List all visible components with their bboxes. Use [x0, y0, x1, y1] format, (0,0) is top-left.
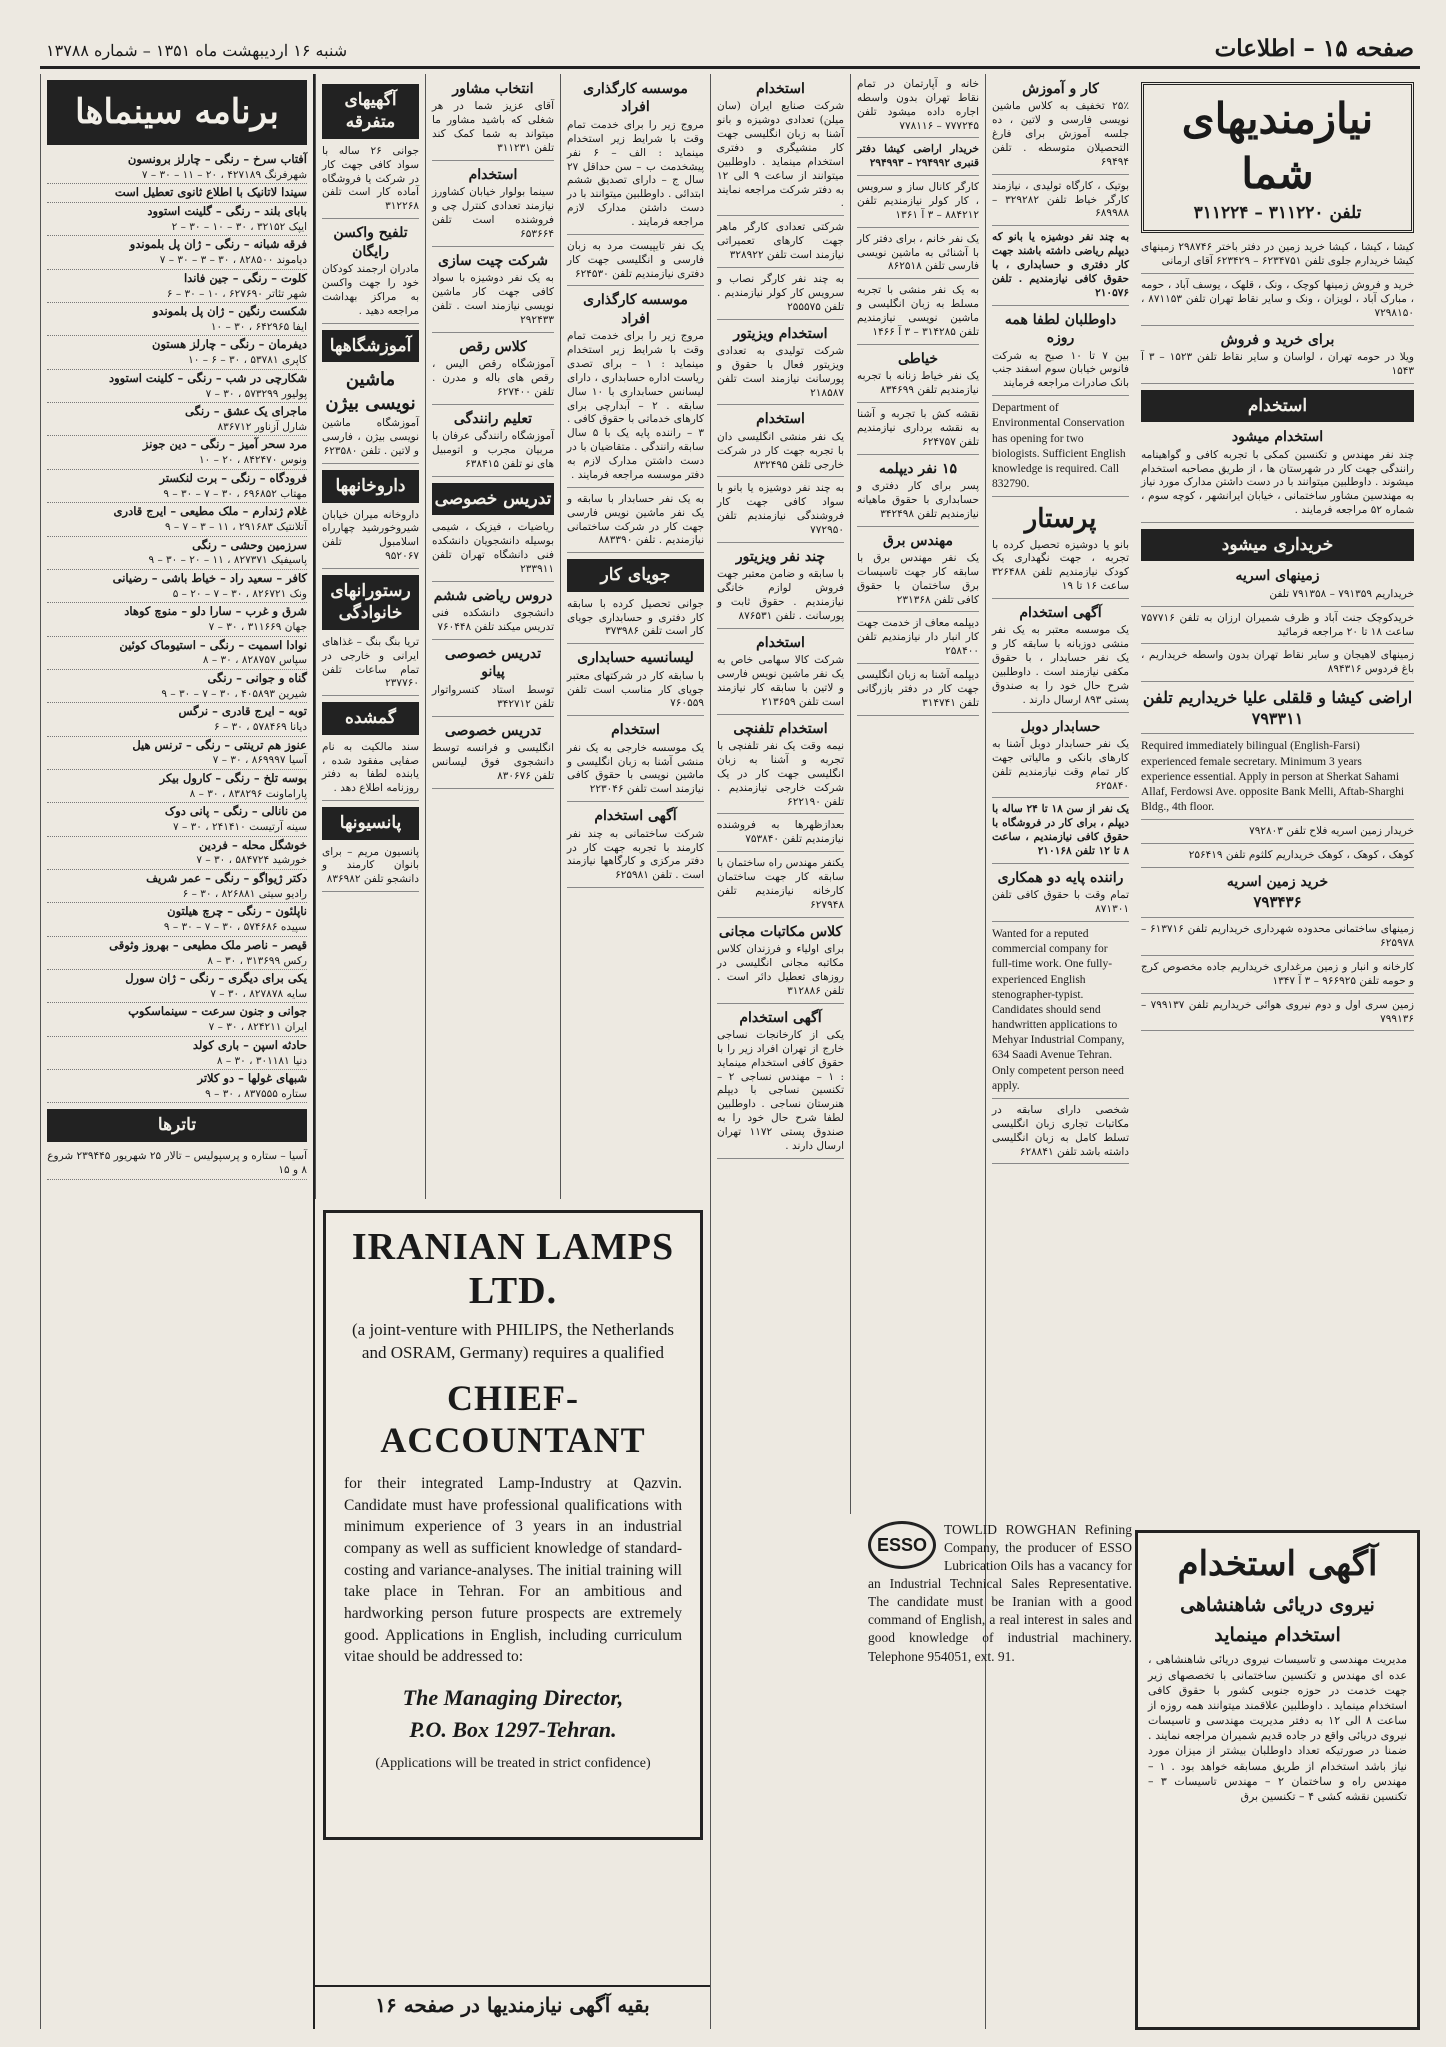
cinema-listing	[47, 236, 307, 269]
cinema-listing	[47, 1003, 307, 1036]
cinema-film-title: بابای بلند – رنگی – گلینت استوود	[147, 204, 307, 219]
ad-item: به چند نفر دوشیزه یا بانو با سواد کافی جهت کار فروشندگی نیازمندیم تلفن ۷۷۲۹۵۰	[717, 482, 844, 542]
column-3	[850, 74, 985, 1514]
column-4	[710, 74, 850, 2029]
section-banner-lost: گمشده	[322, 702, 419, 734]
cinema-listing	[47, 803, 307, 836]
cinema-listing	[47, 870, 307, 903]
ad-item: موسسه کارگذاری افراد مروج زیر را برای خدمت تمام وقت با شرایط زیر استخدام مینماید : الف – ۶ نفر پیشخدمت ب – سن حداقل ۲۷ سال ج – دارای تصدیق ششم ابتدائی . داوطلبین میتوانند با در دست داشتن مدارک لازم مراجعه فرمایند .	[567, 80, 704, 235]
section-banner-pensions: پانسیونها	[322, 807, 419, 839]
cinema-film-title: قیصر – ناصر ملک مطیعی – بهروز وثوقی	[109, 937, 307, 952]
ad-item: زمینهای اسریه خریداریم ۷۹۱۳۵۹ – ۷۹۱۳۵۸ تلفن	[1141, 567, 1414, 606]
ad-item: راننده پایه دو همکاری تمام وقت با حقوق کافی تلفن ۸۷۱۳۰۱	[992, 869, 1129, 922]
cinema-showtimes: رادیو سیتی ۸۲۶۸۸۱ ، ۳۰ – ۶	[182, 887, 307, 900]
page-section-title: صفحه ۱۵ – اطلاعات	[1214, 35, 1414, 62]
cinema-listing	[47, 770, 307, 803]
navy-hiring-ad	[1135, 1530, 1420, 2030]
issue-date: شنبه ۱۶ اردیبهشت ماه ۱۳۵۱ – شماره ۱۳۷۸۸	[46, 41, 348, 60]
cinema-listing	[47, 637, 307, 670]
ad-item: شرکتی تعدادی کارگر ماهر جهت کارهای تعمیراتی نیازمند است تلفن ۳۲۸۹۲۲	[717, 221, 844, 268]
ad-item: اراضی کیشا و قلقلی علیا خریداریم تلفن ۷۹۳۳۱۱	[1141, 687, 1414, 734]
cinema-showtimes: پاراماونت ۸۳۸۲۹۶ ، ۳۰ – ۸	[189, 787, 307, 800]
cinema-listing	[47, 670, 307, 703]
cinema-film-title: آفتاب سرخ – رنگی – چارلز برونسون	[127, 151, 307, 166]
lamps-note: (Applications will be treated in strict confidence)	[375, 1755, 651, 1771]
ad-item: شخصی دارای سابقه در مکاتبات تجاری زبان انگلیسی تسلط کامل به زبان انگلیسی داشته باشد تلفن ۶۲۸۸۴۱	[992, 1104, 1129, 1164]
ad-item: بوتیک ، کارگاه تولیدی ، نیازمند کارگر خیاط تلفن ۳۲۹۲۸۲ – ۶۸۹۹۸۸	[992, 180, 1129, 227]
cinema-film-title: ناپلئون – رنگی – چرچ هیلتون	[167, 904, 307, 919]
ad-item: کوهک ، کوهک ، کوهک خریداریم کلثوم تلفن ۲۵۶۴۱۹	[1141, 849, 1414, 868]
cinema-listing	[47, 837, 307, 870]
theatre-listing: آسیا – ستاره و پرسپولیس – تالار ۲۵ شهریور ۲۳۹۴۴۵ شروع ۸ و ۱۵	[47, 1148, 307, 1180]
cinema-showtimes: سینه آرتیست ۲۴۱۴۱۰ ، ۳۰ – ۷	[173, 821, 307, 834]
masthead-title: نیازمندیهای شما	[1181, 94, 1374, 199]
page-header	[40, 20, 1420, 69]
ad-item: استخدام شرکت کالا سهامی خاص به یک نفر ماشین نویس فارسی و لاتین با سابقه کار نیازمند است تلفن ۲۱۳۶۵۹	[717, 634, 844, 715]
ad-item: یکنفر مهندس راه ساختمان با سابقه کار جهت ساختمان کارخانه نیازمندیم تلفن ۶۲۷۹۴۸	[717, 857, 844, 917]
cinema-film-title: من نانالی – رنگی – پانی دوک	[164, 804, 307, 819]
cinema-showtimes: آسیا ۸۶۹۹۹۷ ، ۳۰ – ۷	[212, 754, 307, 767]
ad-item: مهندس برق یک نفر مهندس برق با سابقه کار جهت تاسیسات برق ساختمان با حقوق کافی تلفن ۲۳۱۳۶۸	[857, 532, 979, 613]
ad-item: زمینهای لاهیجان و سایر نقاط تهران بدون واسطه خریداریم ، باغ فردوس ۸۹۴۳۱۶	[1141, 649, 1414, 682]
cinema-showtimes: دیاموند ۸۲۸۵۰۰ ، ۳۰ – ۳ – ۳۰ – ۷	[159, 254, 307, 267]
ad-item: خریدار زمین اسریه فلاح تلفن ۷۹۲۸۰۳	[1141, 825, 1414, 844]
ad-item: ۱۵ نفر دیپلمه پسر برای کار دفتری و حسابداری با حقوق ماهیانه نیازمندیم تلفن ۳۴۲۴۹۸	[857, 460, 979, 527]
column-2	[985, 74, 1135, 2029]
lamps-description: for their integrated Lamp-Industry at Qazvin. Candidate must have professional qualifications with minimum experience of 3 years in an industrial company as well as sufficient knowledge of standard-costing and variance-analyses. The initial training will take place in Tehran. For an ambitious and hardworking person future prospects are extremely good. Applications in English, including curriculum vitae should be addressed to:	[344, 1474, 682, 1666]
ad-item: تلفیح واکسن رایگان مادران ارجمند کودکان خود را جهت واکسن به مراکز بهداشت مراجعه دهید .	[322, 224, 419, 323]
section-banner-schools: آموزشگاهها	[322, 330, 419, 362]
ad-item: یک نفر خانم ، برای دفتر کار با آشنائی به ماشین نویسی فارسی تلفن ۸۶۲۵۱۸	[857, 233, 979, 280]
cinema-listing	[47, 570, 307, 603]
ad-item-english: Department of Environmental Conservation has opening for two biologists. Sufficient English knowledge is required. Call 832790.	[992, 401, 1129, 497]
column-6	[425, 74, 560, 1199]
cinema-listing	[47, 703, 307, 736]
ad-item: کیشا ، کیشا ، کیشا خرید زمین در دفتر باختر ۲۹۸۷۴۶ زمینهای کیشا خریدارم جلوی تلفن ۶۲۳۴۷۵۱ – ۶۲۳۴۲۹ آقای ارمانی	[1141, 241, 1414, 274]
section-banner-private-tutoring: تدریس خصوصی	[432, 483, 554, 515]
cinema-listing	[47, 184, 307, 203]
ad-item: استخدام یک موسسه خارجی به یک نفر منشی آشنا به زبان انگلیسی و ماشین نویسی با حقوق کافی نیازمند است تلفن ۲۲۳۰۴۶	[567, 721, 704, 802]
cinema-film-title: بوسه تلخ – رنگی – کارول بیکر	[159, 770, 307, 785]
ad-item: آگهی استخدام یک موسسه معتبر به یک نفر منشی دوزبانه با سابقه کار و یک نفر حسابدار ، با حقوق مکفی نیازمند است . داوطلبین شرح حال خود را به صندوق پستی ۸۹۳ ارسال دارند .	[992, 604, 1129, 713]
cinema-film-title: نوادا اسمیت – رنگی – استیوماک کوئین	[119, 637, 307, 652]
cinema-listing	[47, 436, 307, 469]
cinema-listing	[47, 370, 307, 403]
ad-item: تعلیم رانندگی آموزشگاه رانندگی عرفان با مربیان مجرب و اتومبیل های نو تلفن ۶۳۸۴۱۵	[432, 410, 554, 477]
ad-item: کارگر کانال ساز و سرویس ، کار کولر نیازمندیم تلفن ۸۸۴۲۱۲ – ۳ آ ۱۳۶۱	[857, 181, 979, 228]
cinema-showtimes: شهر تئاتر ۶۲۷۶۹۰ ، ۱۰ – ۳۰ – ۶	[166, 287, 307, 300]
cinema-listing	[47, 503, 307, 536]
cinema-listing	[47, 151, 307, 184]
ad-item: استخدام شرکت صنایع ایران (سان میلن) تعدادی دوشیزه و بانو آشنا به زبان انگلیسی جهت کار منشیگری و دفتری استخدام مینماید . داوطلبین میتوانند از ساعت ۹ الی ۱۲ به دفتر شرکت مراجعه نمایند .	[717, 80, 844, 216]
continued-note: بقیه آگهی نیازمندیها در صفحه ۱۶	[315, 1985, 710, 2025]
cinema-showtimes: سپیده ۵۷۴۶۸۶ ، ۳۰ – ۷ – ۳۰ – ۹	[163, 921, 307, 934]
ad-item: تدریس خصوصی پیانو توسط استاد کنسرواتوار تلفن ۳۴۲۷۱۲	[432, 645, 554, 717]
cinema-listing	[47, 1070, 307, 1103]
cinema-film-title: سیندا لاتانیک با اطلاع ثانوی تعطیل است	[114, 185, 307, 200]
cinema-film-title: دیفرمان – رنگی – چارلز هستون	[152, 337, 307, 352]
cinema-film-title: ماجرای یک عشق – رنگی	[185, 404, 307, 419]
cinema-showtimes: ایران ۸۲۴۲۱۱ ، ۳۰ – ۷	[208, 1021, 307, 1034]
ad-item: خریدار اراضی کیشا دفتر قنبری ۲۹۴۹۹۲ – ۲۹۴۹۹۳	[857, 143, 979, 176]
cinema-listing	[47, 737, 307, 770]
ad-item-english: Required immediately bilingual (English-Farsi) experienced female secretary. Minimum 3 years experience essential. Apply in person at Sherkat Sahami Allaf, Ferdowsi Ave. opposite Bank Melli, Aftab-Sharghi Bldg., 4th floor.	[1141, 739, 1414, 820]
cinema-film-title: غلام ژندارم – ملک مطیعی – ایرج قادری	[113, 504, 307, 519]
cinema-program-column	[40, 74, 315, 2029]
cinema-film-title: دکتر ژیواگو – رنگی – عمر شریف	[146, 870, 307, 885]
ad-item-english: Wanted for a reputed commercial company for full-time work. One fully-experienced English stenographer-typist. Candidates should send handwritten applications to Mehyar Industrial Company, 634 Saadi Avenue Tehran. Only competent person need apply.	[992, 927, 1129, 1099]
ad-item: آگهی استخدام یکی از کارخانجات نساجی خارج از تهران افراد زیر را با حقوق کافی استخدام مینماید : ۱ – مهندس نساجی ۲ – تکنسین نساجی با دیپلم هنرستان نساجی . داوطلبین لطفا شرح حال خود را به صندوق پستی ۱۱۷۲ تهران ارسال دارند .	[717, 1009, 844, 1159]
cinema-film-title: شبهای غولها – دو کلاتر	[197, 1071, 307, 1086]
cinema-showtimes: خورشید ۵۸۴۷۲۴ ، ۳۰ – ۷	[196, 854, 307, 867]
ad-item: دیپلمه معاف از خدمت جهت کار انبار دار نیازمندیم تلفن ۲۵۸۴۰۰	[857, 617, 979, 664]
cinema-listing	[47, 303, 307, 336]
ad-item: داروخانه میران خیابان شیروخورشید چهارراه اسلامبول تلفن ۹۵۲۰۶۷	[322, 509, 419, 569]
cinema-program-title: برنامه سینماها	[47, 80, 307, 145]
ad-item: داوطلبان لطفا همه روزه بین ۷ تا ۱۰ صبح به شرکت فانوس خیابان سوم اسفند جنب بانک صادرات مراجعه فرمایند	[992, 311, 1129, 397]
ad-item: موسسه کارگذاری افراد مروج زیر را برای خدمت تمام وقت با شرایط زیر استخدام مینماید : ۱ – برای تصدی ریاست اداره حسابداری ، دارای لیسانس حسابداری با ۱۰ سال سابقه . ۲ – آبدارچی برای کارهای خدماتی با حقوق کافی . ۳ – راننده پایه یک با ۵ سال سابقه رانندگی . متقاضیان با در دست داشتن مدارک لازم به دفتر موسسه مراجعه فرمایند .	[567, 291, 704, 487]
cinema-listing	[47, 1037, 307, 1070]
cinema-film-title: فرقه شبانه – رنگی – ژان پل بلموندو	[129, 237, 307, 252]
lamps-address-1: The Managing Director,	[402, 1685, 624, 1711]
iranian-lamps-ad	[323, 1210, 703, 1840]
cinema-showtimes: ونک ۸۲۶۷۲۱ ، ۳۰ – ۷ – ۲۰ – ۵	[172, 587, 307, 600]
cinema-showtimes: ستاره ۸۳۷۵۵۵ ، ۳۰ – ۹	[205, 1087, 307, 1100]
cinema-showtimes: رکس ۳۱۳۶۹۹ ، ۳۰ – ۸	[207, 954, 307, 967]
ad-item: به یک نفر حسابدار با سابقه و یک نفر ماشین نویس فارسی جهت کار در شرکت ساختمانی نیازمندیم . تلفن ۸۸۳۳۹۰	[567, 493, 704, 553]
ad-item: خریدکوچک جنت آباد و ظرف شمیران ارزان به تلفن ۷۵۷۷۱۶ ساعت ۱۸ تا ۲۰ مراجعه فرمائید	[1141, 612, 1414, 645]
cinema-showtimes: شیرین ۴۰۵۸۹۳ ، ۳۰ – ۷ – ۳۰ – ۹	[161, 687, 307, 700]
cinema-film-title: توبه – ایرج قادری – نرگس	[178, 704, 307, 719]
cinema-film-title: شکارچی در شب – رنگی – کلینت استوود	[109, 370, 307, 385]
ad-item: دیپلمه آشنا به زبان انگلیسی جهت کار در دفتر بازرگانی تلفن ۳۱۴۷۴۱	[857, 669, 979, 716]
cinema-showtimes: مهتاب ۶۹۶۸۵۲ ، ۳۰ – ۷ – ۳۰ – ۹	[163, 487, 307, 500]
cinema-listing	[47, 537, 307, 570]
cinema-film-title: شکست رنگین – ژان پل بلموندو	[152, 304, 307, 319]
column-5	[560, 74, 710, 1199]
cinema-showtimes: شارل آزناور ۸۳۶۷۱۲	[217, 421, 307, 433]
cinema-showtimes: کاپری ۵۳۷۸۱ ، ۳۰ – ۶ – ۱۰	[188, 354, 307, 367]
ad-item: استخدام سینما بولوار خیابان کشاورز نیازمند تعدادی کنترل چی و فروشنده است تلفن ۶۵۳۶۶۴	[432, 166, 554, 247]
cinema-film-title: فرودگاه – رنگی – برت لنکستر	[159, 470, 307, 485]
theatre-title: تاترها	[47, 1109, 307, 1141]
section-banner-misc: آگهیهای متفرقه	[322, 84, 419, 139]
ad-item: تریا بنگ بنگ – غذاهای ایرانی و خارجی در تمام ساعات تلفن ۲۳۷۷۶۰	[322, 636, 419, 696]
classifieds-masthead	[1141, 82, 1414, 233]
section-banner-buying: خریداری میشود	[1141, 529, 1414, 561]
ad-item: سند مالکیت به نام صفایی مفقود شده ، یابنده لطفا به دفتر روزنامه اطلاع دهد .	[322, 741, 419, 801]
navy-subtitle-2: استخدام مینماید	[1214, 1624, 1341, 1647]
ad-item: ماشین نویسی بیژن آموزشگاه ماشین نویسی بیژن ، فارسی و لاتین . تلفن ۶۲۳۵۸۰	[322, 368, 419, 464]
cinema-film-title: گناه و جوانی – رنگی	[207, 670, 307, 685]
masthead-phones: تلفن ۳۱۱۲۲۰ – ۳۱۱۲۲۴	[1193, 202, 1362, 223]
ad-item: استخدام ویزیتور شرکت تولیدی به تعدادی ویزیتور فعال با حقوق و پورسانت نیازمند است تلفن ۲۱۸۵۸۷	[717, 325, 844, 406]
ad-item: شرکت چیت سازی به یک نفر دوشیزه با سواد کافی جهت کار ماشین نویسی نیازمند است . تلفن ۲۹۲۴۳۳	[432, 252, 554, 333]
cinema-film-title: کلوت – رنگی – جین فاندا	[183, 270, 307, 285]
ad-item: ریاضیات ، فیزیک ، شیمی بوسیله دانشجویان دانشکده فنی دانشگاه تهران تلفن ۲۳۳۹۱۱	[432, 521, 554, 581]
esso-logo-icon: ESSO	[868, 1521, 936, 1569]
cinema-listing	[47, 970, 307, 1003]
ad-item: کار و آموزش ۲۵٪ تخفیف به کلاس ماشین نویسی فارسی و لاتین ، ده جلسه آموزش برای فارغ التحصیلان متوسطه . تلفن ۶۹۴۹۴	[992, 80, 1129, 175]
cinema-film-title: خوشگل محله – فردین	[199, 837, 307, 852]
lamps-jv: (a joint-venture with PHILIPS, the Netherlands and OSRAM, Germany) requires a qualified	[352, 1320, 674, 1362]
column-7	[315, 74, 425, 1199]
ad-item: برای خرید و فروش ویلا در حومه تهران ، لواسان و سایر نقاط تلفن ۱۵۲۳ – ۳ آ ۱۵۴۳	[1141, 331, 1414, 384]
navy-body: مدیریت مهندسی و تاسیسات نیروی دریائی شاهنشاهی ، عده ای مهندس و تکنسین ساختمانی با تخصصهای زیر جهت خدمت در حوزه جنوبی کشور با حقوق کافی استخدام مینماید . داوطلبین علاقمند میتوانند همه روزه از ساعت ۸ الی ۱۲ به دفتر مدیریت مهندسی و تاسیسات نیروی دریائی واقع در جاده قدیم شمیران مراجعه نمایند . ضمنا در صورتیکه تعداد داوطلبان بیشتر از میزان مورد نیاز باشد استخدام از طریق مسابقه خواهد بود . ۱ – مهندس راه و ساختمان ۲ – مهندس تاسیسات ۳ – تکنسین نقشه کشی ۴ – تکنسین برق	[1148, 1653, 1407, 1803]
ad-item: حسابدار دوبل یک نفر حسابدار دوبل آشنا به کارهای بانکی و مالیاتی جهت کار تمام وقت نیازمندیم تلفن ۶۲۵۸۴۰	[992, 718, 1129, 799]
ad-item: خرید زمین اسریه ۷۹۳۴۳۶	[1141, 873, 1414, 918]
cinema-showtimes: ایفا ۶۴۲۹۶۵ ، ۳۰ – ۱۰	[210, 320, 307, 333]
ad-item: خانه و آپارتمان در تمام نقاط تهران بدون واسطه اجاره داده میشود تلفن ۷۷۷۲۴۵ – ۷۷۸۱۱۶	[857, 78, 979, 138]
cinema-showtimes: پاسیفیک ۸۲۷۳۷۱ ، ۱۱ – ۲۰ – ۳۰ – ۹	[148, 554, 307, 567]
ad-item: بعدازظهرها به فروشنده نیازمندیم تلفن ۷۵۳۸۴۰	[717, 819, 844, 852]
cinema-listing	[47, 403, 307, 436]
ad-item: جوانی تحصیل کرده با سابقه کار دفتری و حسابداری جویای کار است تلفن ۳۷۳۹۸۶	[567, 598, 704, 645]
cinema-listing	[47, 203, 307, 236]
ad-item: یک نفر از سن ۱۸ تا ۲۴ ساله با دیپلم ، برای کار در فروشگاه با حقوق کافی نیازمندیم ، ساعت ۸ تا ۱۲ تلفن ۲۱۰۱۶۸	[992, 803, 1129, 863]
cinema-listing	[47, 903, 307, 936]
ad-item: خیاطی یک نفر خیاط زنانه با تجربه نیازمندیم تلفن ۸۳۴۶۹۹	[857, 350, 979, 403]
cinema-showtimes: جهان ۳۱۱۶۶۹ ، ۳۰ – ۷	[208, 621, 307, 634]
ad-item: به یک نفر منشی با تجربه مسلط به زبان انگلیسی و ماشین نویسی نیازمندیم تلفن ۳۱۴۲۸۵ – ۳ آ ۱۴۶۶	[857, 284, 979, 344]
cinema-listing	[47, 937, 307, 970]
cinema-showtimes: دیانا ۵۷۸۴۶۹ ، ۳۰ – ۶	[213, 721, 307, 734]
ad-item: زمینهای ساختمانی محدوده شهرداری خریداریم تلفن ۶۱۳۷۱۶ – ۶۲۵۹۷۸	[1141, 923, 1414, 956]
cinema-film-title: حادثه اسپن – باری کولد	[192, 1037, 307, 1052]
ad-item: لیسانسیه حسابداری با سابقه کار در شرکتهای معتبر جویای کار مناسب است تلفن ۷۶۰۵۵۹	[567, 649, 704, 716]
section-banner-job-seekers: جویای کار	[567, 559, 704, 591]
cinema-film-title: مرد سحر آمیز – رنگی – دین جونز	[142, 437, 307, 452]
cinema-film-title: عنوز هم ترینتی – رنگی – ترنس هیل	[132, 737, 307, 752]
ad-item: به چند نفر کارگر نصاب و سرویس کار کولر نیازمندیم . تلفن ۲۵۵۵۷۵	[717, 273, 844, 320]
cinema-showtimes: آتلانتیک ۲۹۱۶۸۳ ، ۱۱ – ۳ – ۷ – ۹	[164, 521, 307, 534]
ad-item: آگهی استخدام شرکت ساختمانی به چند نفر کارمند با تجربه جهت کار در دفتر مرکزی و کارگاهها نیازمند است . تلفن ۶۲۵۹۸۱	[567, 807, 704, 888]
ad-item: خرید و فروش زمینها کوچک ، ونک ، قلهک ، یوسف آباد ، حومه ، مبارک آباد ، لویزان ، ونک و سایر نقاط تهران تلفن ۸۷۱۱۵۳ ، ۷۲۹۸۱۵۰	[1141, 279, 1414, 326]
ad-item: به چند نفر دوشیزه یا بانو که دیپلم ریاضی داشته باشند جهت کار دفتری و حسابداری ، با حقوق کافی نیازمندیم . تلفن ۲۱۰۵۷۶	[992, 231, 1129, 305]
ad-item: نقشه کش با تجربه و آشنا به نقشه برداری نیازمندیم تلفن ۶۲۴۷۵۷	[857, 408, 979, 455]
lamps-position: CHIEF-ACCOUNTANT	[380, 1377, 646, 1460]
ad-item: انتخاب مشاور آقای عزیز شما در هر شغلی که باشید مشاور ما میتواند به شما کمک کند تلفن ۳۱۱۲۳۱	[432, 80, 554, 161]
cinema-film-title: شرق و غرب – سارا دلو – منوچ کوهاد	[124, 604, 307, 619]
ad-item: جوانی ۲۶ ساله با سواد کافی جهت کار در شرکت یا فروشگاه آماده کار است تلفن ۳۱۲۲۶۸	[322, 145, 419, 219]
cinema-showtimes: سپاس ۸۲۸۷۵۷ ، ۳۰ – ۸	[202, 654, 307, 667]
cinema-film-title: سرزمین وحشی – رنگی	[192, 537, 307, 552]
ad-item: پانسیون مریم – برای بانوان کارمند و دانشجو تلفن ۸۳۶۹۸۲	[322, 846, 419, 893]
section-banner-pharmacies: داروخانهها	[322, 470, 419, 502]
cinema-listing	[47, 270, 307, 303]
ad-item: چند نفر ویزیتور با سابقه و ضامن معتبر جهت فروش لوازم خانگی نیازمندیم . حقوق ثابت و پورسانت . تلفن ۸۷۶۵۳۱	[717, 548, 844, 629]
ad-item: کلاس مکاتبات مجانی برای اولیاء و فرزندان کلاس مکاتبه مجانی انگلیسی در روزهای تعطیل دائر است . تلفن ۳۱۲۸۸۶	[717, 923, 844, 1004]
cinema-showtimes: پولیور ۵۷۳۲۹۹ ، ۳۰ – ۷	[205, 387, 307, 400]
cinema-listing	[47, 603, 307, 636]
ad-item: استخدام میشود چند نفر مهندس و تکنسین کمکی با تجربه کافی و گواهینامه رانندگی جهت کار در شهرستان ها ، از طریق مصاحبه استخدام میشوند . داوطلبین میتوانند با در دست داشتن مدارک مورد نیاز به مهندسین مشاور ساختمانی ، خیابان ایرانشهر ، کوچه سوم ، شماره ۵۲ مراجعه فرمایند .	[1141, 428, 1414, 523]
ad-item: زمین سری اول و دوم نیروی هوائی خریداریم تلفن ۷۹۹۱۳۷ – ۷۹۹۱۳۶	[1141, 999, 1414, 1032]
lamps-address-2: P.O. Box 1297-Tehran.	[409, 1716, 617, 1742]
ad-item: پرستار بانو یا دوشیزه تحصیل کرده با تجربه ، جهت نگهداری یک کودک نیازمندیم تلفن ۳۲۶۴۸۸ ساعت ۱۶ تا ۱۹	[992, 502, 1129, 599]
cinema-listing	[47, 470, 307, 503]
cinema-showtimes: دنیا ۳۰۱۱۸۱ ، ۳۰ – ۸	[216, 1054, 307, 1067]
cinema-film-title: یکی برای دیگری – رنگی – ژان سورل	[125, 970, 307, 985]
section-banner-hiring: استخدام	[1141, 390, 1414, 422]
ad-item: استخدام یک نفر منشی انگلیسی دان با تجربه جهت کار در شرکت خارجی تلفن ۸۳۲۴۹۵	[717, 410, 844, 477]
cinema-showtimes: ایپک ۳۲۱۵۲ ، ۳۰ – ۱۰ – ۳۰ – ۲	[171, 220, 307, 233]
cinema-showtimes: سایه ۸۲۷۸۷۸ ، ۳۰ – ۷	[210, 987, 307, 1000]
navy-subtitle: نیروی دریائی شاهنشاهی	[1180, 1593, 1375, 1616]
esso-ad	[860, 1515, 1140, 1695]
cinema-film-title: کافر – سعید راد – خیاط باشی – رضیانی	[112, 570, 307, 585]
cinema-film-title: جوانی و جنون سرعت – سینماسکوپ	[128, 1004, 307, 1019]
cinema-showtimes: شهرفرنگ ۴۲۷۱۸۹ ، ۲۰ – ۱۱ – ۳۰ – ۷	[141, 168, 307, 181]
ad-item: تدریس خصوصی انگلیسی و فرانسه توسط دانشجوی فوق لیسانس تلفن ۸۳۰۶۷۶	[432, 722, 554, 789]
ad-item: کارخانه و انبار و زمین مرغداری خریداریم جاده مخصوص کرج و حومه تلفن ۹۶۶۹۲۵ – ۳ آ ۱۳۴۷	[1141, 961, 1414, 994]
ad-item: دروس ریاضی ششم دانشجوی دانشکده فنی تدریس میکند تلفن ۷۶۰۴۴۸	[432, 587, 554, 640]
section-banner-restaurants: رستورانهای خانوادگی	[322, 575, 419, 630]
lamps-company: IRANIAN LAMPS LTD.	[351, 1226, 675, 1312]
ad-item: کلاس رقص آموزشگاه رقص الیس ، رقص های باله و مدرن . تلفن ۶۲۷۴۰۰	[432, 338, 554, 405]
navy-title: آگهی استخدام	[1177, 1544, 1378, 1584]
cinema-showtimes: ونوس ۸۴۲۴۷۰ ، ۲۰ – ۱۰	[199, 454, 307, 467]
ad-item: یک نفر تایپیست مرد به زبان فارسی و انگلیسی جهت کار دفتری نیازمندیم تلفن ۶۲۴۵۳۰	[567, 240, 704, 287]
cinema-listing	[47, 336, 307, 369]
esso-text: TOWLID ROWGHAN Refining Company, the producer of ESSO Lubrication Oils has a vacancy for an Industrial Technical Sales Representative. The candidate must be Iranian with a good command of English, a real interest in sales and good knowledge of industrial machinery. Telephone 954051, ext. 91.	[868, 1522, 1132, 1664]
ad-item: استخدام تلفنچی نیمه وقت یک نفر تلفنچی با تجربه و آشنا به زبان انگلیسی جهت کار در یک شرکت خارجی نیازمندیم . تلفن ۶۲۲۱۹۰	[717, 720, 844, 815]
cinema-list	[47, 151, 307, 1103]
